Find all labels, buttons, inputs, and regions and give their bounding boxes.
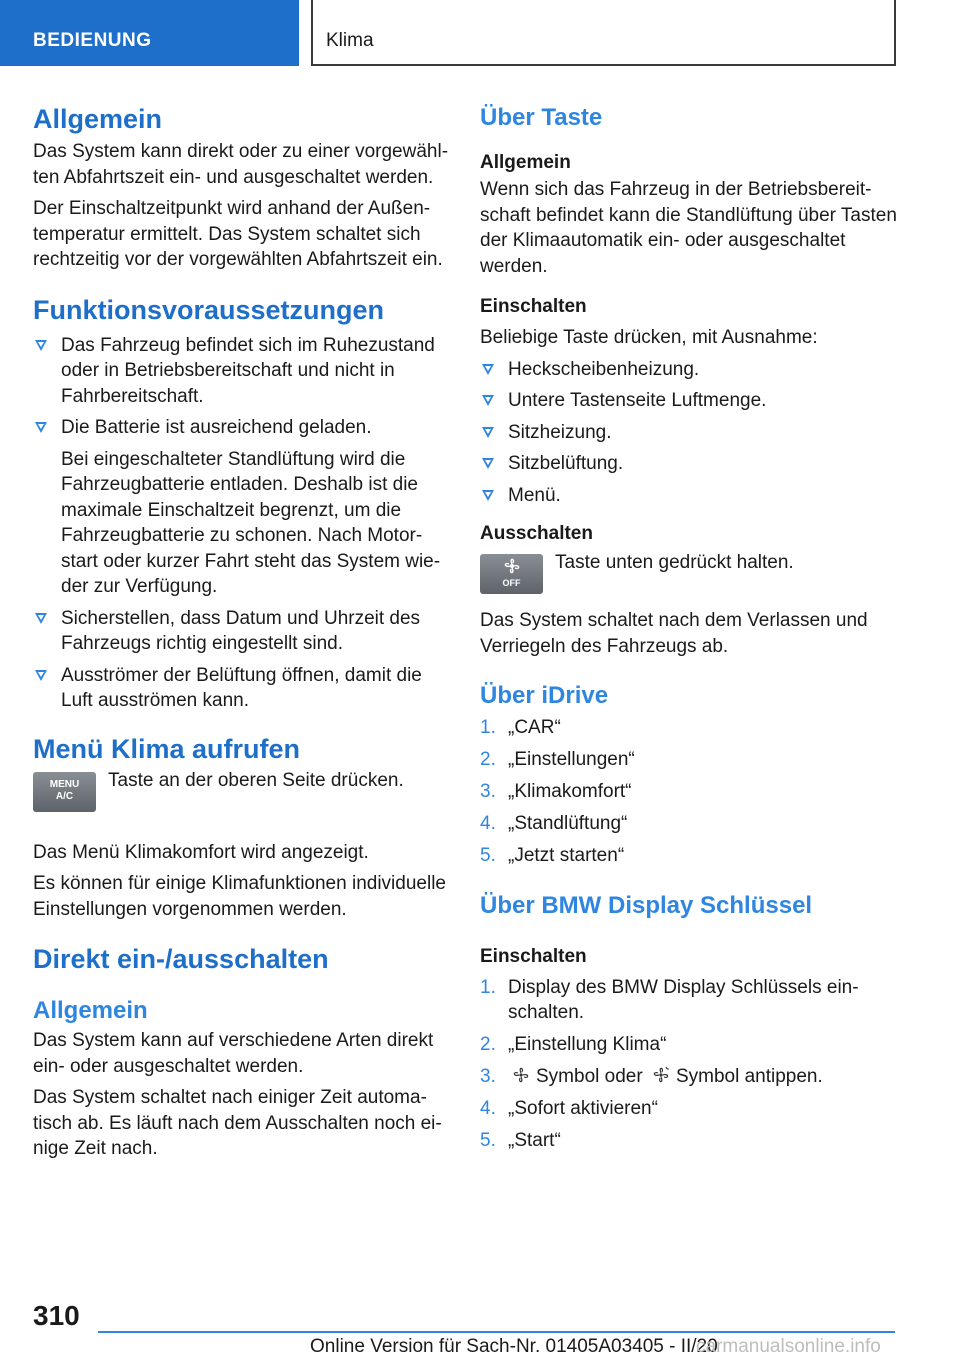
list-item: 1. „CAR“	[480, 717, 561, 738]
list-item: Sitzheizung.	[480, 420, 900, 446]
idrive-steps	[480, 715, 900, 869]
heading-allgemein: Allgemein	[33, 104, 163, 134]
subheading: Einschalten	[480, 296, 587, 317]
list-item: 3. Symbol oder Symbol antippen.	[480, 1066, 823, 1087]
off-key-row	[480, 550, 900, 602]
list-item: Heckscheibenheizung.	[480, 357, 900, 383]
list-item: Menü.	[480, 483, 900, 509]
paragraph: Das System schaltet nach einiger Zeit automatisch ab. Es läuft nach dem Ausschalten noch einige Zeit nach.	[33, 1087, 442, 1159]
page-number: 310	[33, 1300, 80, 1331]
heading-menu-klima: Menü Klima aufrufen	[33, 733, 301, 764]
list-item: 1. Display des BMW Display Schlüssels einschalten.	[480, 976, 859, 1023]
list-item: 4. „Sofort aktivieren“	[480, 1098, 658, 1119]
chapter-title: Klima	[326, 30, 374, 51]
bullet-triangle-icon	[35, 613, 47, 624]
paragraph: Das System schaltet nach dem Verlassen und Verriegeln des Fahrzeugs ab.	[480, 610, 868, 657]
bullet-triangle-icon	[482, 364, 494, 375]
heading-bmw-display-key: Über BMW Display Schlüssel	[480, 891, 813, 919]
list-item: Die Batterie ist ausreichend geladen. Bei eingeschalteter Standlüftung wird die Fahrzeugbatterie entladen. Deshalb ist die maximale Einschaltzeit begrenzt, um die Fahrzeugbatterie zu schonen. Nach Motorstart oder kurzer Fahrt steht das System wieder zur Verfügung.	[33, 415, 449, 600]
paragraph: Das System kann auf verschiedene Arten direkt ein- oder ausgeschaltet werden.	[33, 1030, 434, 1077]
fan-off-key-icon: OFF	[480, 554, 543, 594]
display-key-steps	[480, 975, 900, 1154]
bullet-triangle-icon	[482, 458, 494, 469]
footer-divider	[98, 1331, 895, 1333]
list-item: 5. „Start“	[480, 1130, 561, 1151]
subheading: Allgemein	[480, 152, 571, 173]
left-column	[33, 100, 449, 1162]
list-item: Sitzbelüftung.	[480, 451, 900, 477]
list-item: Das Fahrzeug befindet sich im Ruhezustand oder in Betriebsbereitschaft und nicht in Fahrbereitschaft.	[33, 333, 449, 410]
watermark: carmanualsonline.info	[696, 1336, 881, 1357]
page-header	[0, 0, 960, 66]
heading-direkt: Direkt ein-/ausschalten	[33, 944, 329, 974]
section-label: BEDIENUNG	[0, 0, 299, 66]
right-column	[480, 100, 900, 1160]
exceptions-list	[480, 357, 900, 509]
bullet-triangle-icon	[35, 670, 47, 681]
paragraph: Beliebige Taste drücken, mit Ausnahme:	[480, 327, 818, 348]
menu-key-row	[33, 768, 449, 836]
fan-icon	[501, 557, 523, 575]
fan-boost-icon	[652, 1066, 670, 1084]
paragraph: Wenn sich das Fahrzeug in der Betriebsbereitschaft befindet kann die Standlüftung über Tasten der Klimaautomatik ein- oder ausgeschaltet werden.	[480, 179, 897, 277]
bullet-triangle-icon	[482, 490, 494, 501]
bullet-triangle-icon	[35, 422, 47, 433]
paragraph: Der Einschaltzeitpunkt wird anhand der Außentemperatur ermittelt. Das System schaltet sich rechtzeitig vor der vorgewählten Abfahrtszeit ein.	[33, 198, 443, 270]
subheading-allgemein: Allgemein	[33, 997, 148, 1024]
bullet-triangle-icon	[482, 395, 494, 406]
menu-ac-key-icon: MENU A/C	[33, 772, 96, 812]
subheading: Ausschalten	[480, 523, 593, 544]
bullet-triangle-icon	[482, 427, 494, 438]
menu-key-instruction: Taste an der oberen Seite drücken.	[108, 769, 404, 791]
battery-note: Bei eingeschalteter Standlüftung wird die Fahrzeugbatterie entladen. Deshalb ist die maximale Einschaltzeit begrenzt, um die Fahrzeugbatterie zu schonen. Nach Motorstart oder kurzer Fahrt steht das System wieder zur Verfügung.	[61, 448, 441, 597]
list-item: Sicherstellen, dass Datum und Uhrzeit des Fahrzeugs richtig eingestellt sind.	[33, 606, 449, 657]
chapter-title-box	[311, 0, 896, 66]
footer-online-version: Online Version für Sach-Nr. 01405A03405 - II/20	[310, 1336, 718, 1357]
subheading: Einschalten	[480, 945, 587, 967]
paragraph: Das Menü Klimakomfort wird angezeigt.	[33, 841, 369, 863]
heading-uber-idrive: Über iDrive	[480, 682, 609, 709]
requirements-list	[33, 333, 449, 714]
paragraph: Das System kann direkt oder zu einer vorgewählten Abfahrtszeit ein- und ausgeschaltet werden.	[33, 141, 449, 188]
off-key-instruction: Taste unten gedrückt halten.	[555, 552, 794, 573]
paragraph: Es können für einige Klimafunktionen individuelle Einstellungen vorgenommen werden.	[33, 873, 446, 920]
list-item: Ausströmer der Belüftung öffnen, damit die Luft ausströmen kann.	[33, 663, 449, 714]
list-item: 2. „Einstellungen“	[480, 749, 635, 770]
heading-funktionsvoraussetzungen: Funktionsvoraussetzungen	[33, 294, 385, 325]
list-item: 5. „Jetzt starten“	[480, 845, 625, 866]
list-item: 3. „Klimakomfort“	[480, 781, 632, 802]
heading-uber-taste: Über Taste	[480, 104, 603, 131]
fan-icon	[512, 1066, 530, 1084]
list-item: 4. „Standlüftung“	[480, 813, 628, 834]
list-item: Untere Tastenseite Luftmenge.	[480, 388, 900, 414]
list-item: 2. „Einstellung Klima“	[480, 1034, 667, 1055]
bullet-triangle-icon	[35, 340, 47, 351]
